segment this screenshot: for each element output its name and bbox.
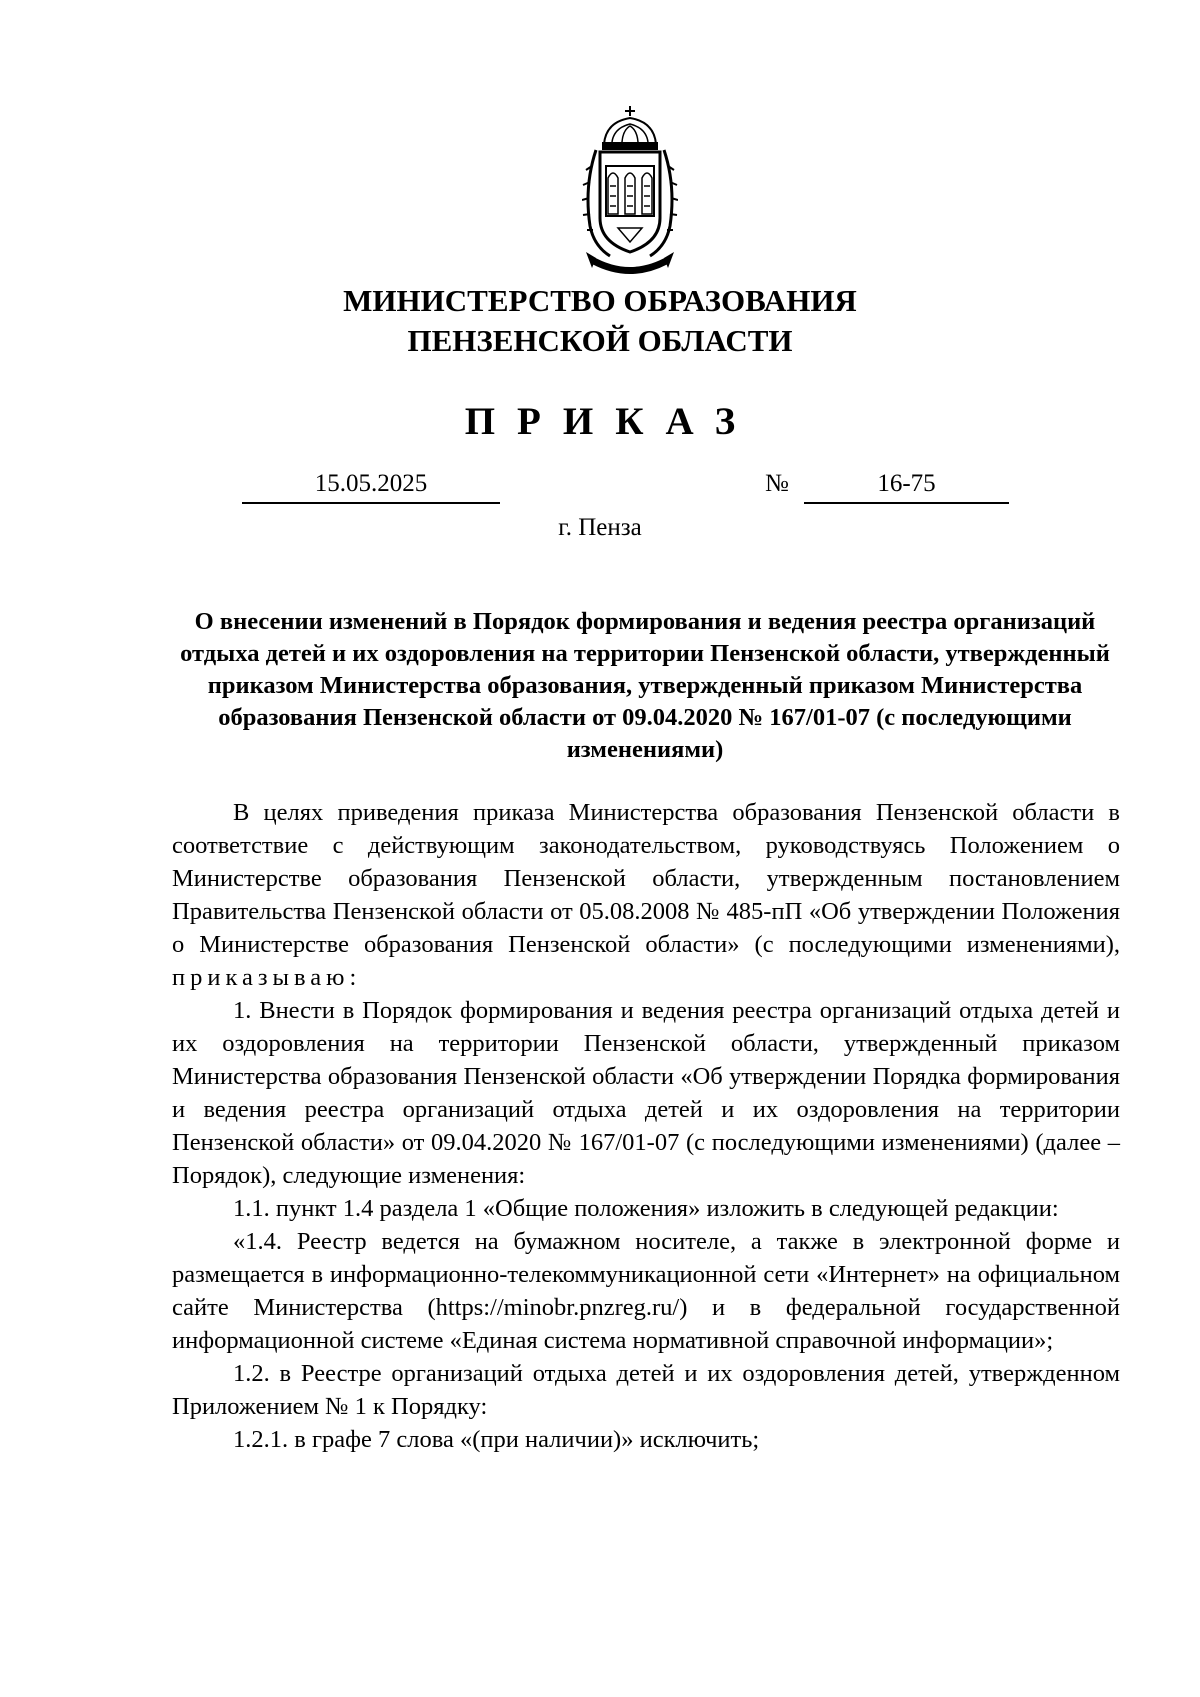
order-date: 15.05.2025 xyxy=(242,470,500,504)
number-sign: № xyxy=(765,470,789,497)
city-name: г. Пенза xyxy=(558,514,642,541)
paragraph-1-2-1: 1.2.1. в графе 7 слова «(при наличии)» исключить; xyxy=(233,1426,760,1453)
preamble-text: В целях приведения приказа Министерства образования Пензенской области в соответствие с действующим законодательством, руководствуясь Положением о Министерстве образования Пензенской области, утвержденным постановлением Правительства Пензенской области от 05.08.2008 № 485-пП «Об утверждении Положения о Министерстве образования Пензенской области» (с последующими изменениями), xyxy=(172,799,1120,958)
paragraph-1-1: 1.1. пункт 1.4 раздела 1 «Общие положения» изложить в следующей редакции: xyxy=(233,1195,1059,1222)
paragraph-1-1-quote: «1.4. Реестр ведется на бумажном носителе, а также в электронной форме и размещается в информационно-телекоммуникационной сети «Интернет» на официальном сайте Министерства (https://minobr.pnzreg.ru/) и в федеральной государственной информационной системе «Единая система нормативной справочной информации»; xyxy=(172,1228,1120,1354)
order-subject: О внесении изменений в Порядок формирования и ведения реестра организаций отдыха детей и их оздоровления на территории Пензенской области, утвержденный приказом Министерства образования, утвержденный приказом Министерства образования Пензенской области от 09.04.2020 № 167/01-07 (с последующими изменениями) xyxy=(180,608,1110,763)
ministry-line-1: МИНИСТЕРСТВО ОБРАЗОВАНИЯ xyxy=(343,283,857,318)
penza-coat-of-arms-icon xyxy=(582,106,678,276)
order-number: 16-75 xyxy=(804,470,1009,504)
order-verb: приказываю: xyxy=(172,964,362,991)
preamble-paragraph xyxy=(172,796,1120,994)
order-heading: ПРИКАЗ xyxy=(464,400,758,443)
paragraph-1: 1. Внести в Порядок формирования и ведения реестра организаций отдыха детей и их оздоровления на территории Пензенской области, утвержденный приказом Министерства образования Пензенской области «Об утверждении Порядка формирования и ведения реестра организаций отдыха детей и их оздоровления на территории Пензенской области» от 09.04.2020 № 167/01-07 (с последующими изменениями) (далее – Порядок), следующие изменения: xyxy=(172,997,1120,1189)
order-body xyxy=(172,796,1120,1456)
paragraph-1-2: 1.2. в Реестре организаций отдыха детей и их оздоровления детей, утвержденном Приложением № 1 к Порядку: xyxy=(172,1360,1120,1420)
ministry-name xyxy=(0,281,1200,361)
ministry-line-2: ПЕНЗЕНСКОЙ ОБЛАСТИ xyxy=(407,323,793,358)
